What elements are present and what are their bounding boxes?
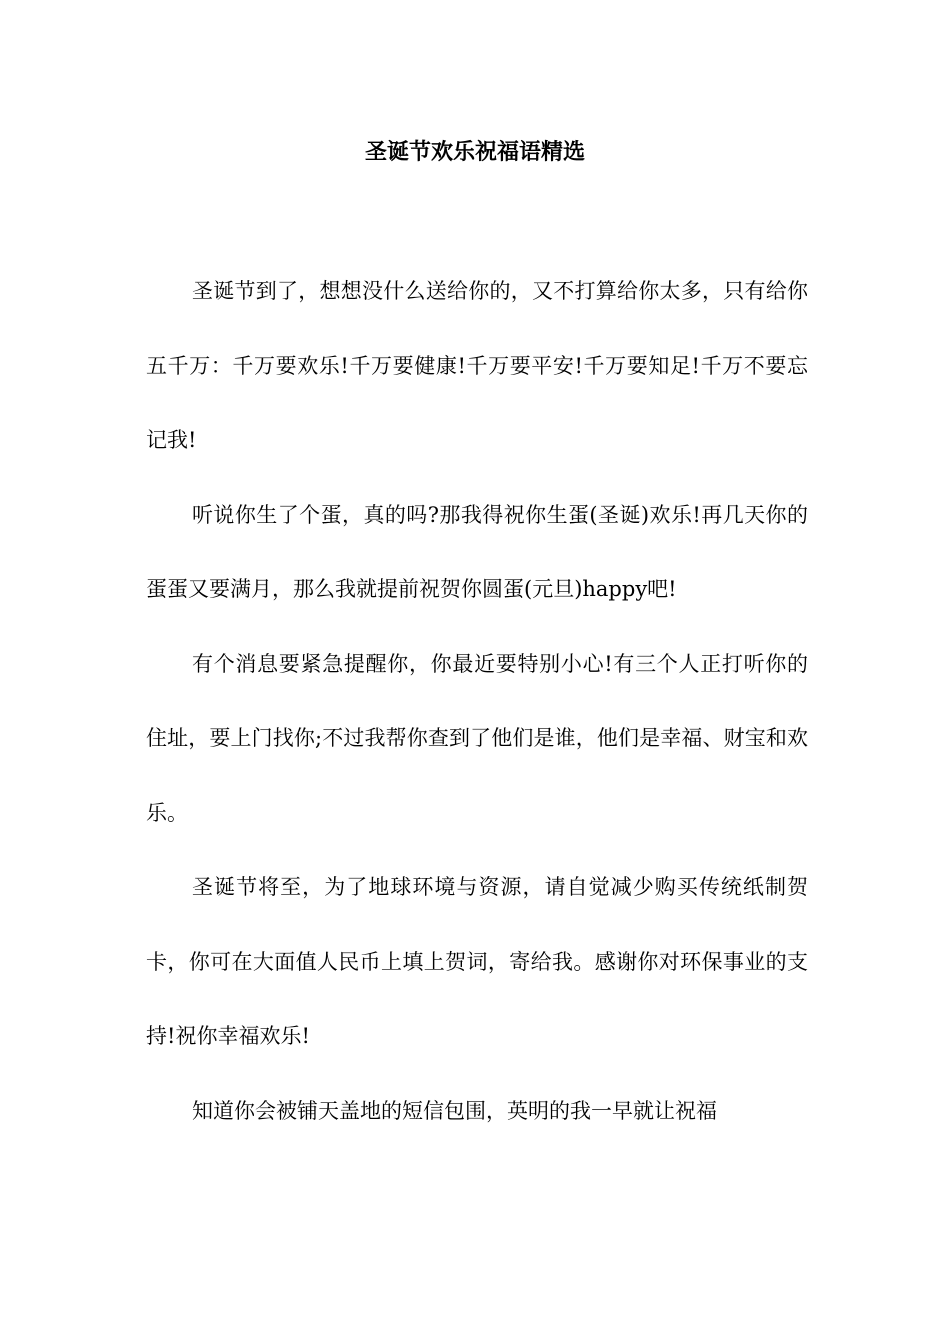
document-title: 圣诞节欢乐祝福语精选 xyxy=(364,139,585,165)
document-body xyxy=(146,254,808,1148)
paragraph-1: 圣诞节到了，想想没什么送给你的，又不打算给你太多，只有给你五千万：千万要欢乐!千万要健康!千万要平安!千万要知足!千万不要忘记我! xyxy=(146,279,808,452)
paragraph-4: 圣诞节将至，为了地球环境与资源，请自觉减少购买传统纸制贺卡，你可在大面值人民币上填上贺词，寄给我。感谢你对环保事业的支持!祝你幸福欢乐! xyxy=(146,875,808,1048)
paragraph-3: 有个消息要紧急提醒你，你最近要特别小心!有三个人正打听你的住址，要上门找你;不过我帮你查到了他们是谁，他们是幸福、财宝和欢乐。 xyxy=(146,651,808,825)
paragraph-2: 听说你生了个蛋，真的吗?那我得祝你生蛋(圣诞)欢乐!再几天你的蛋蛋又要满月，那么我就提前祝贺你圆蛋(元旦)happy吧! xyxy=(146,502,808,601)
paragraph-5: 知道你会被铺天盖地的短信包围，英明的我一早就让祝福 xyxy=(192,1098,717,1123)
